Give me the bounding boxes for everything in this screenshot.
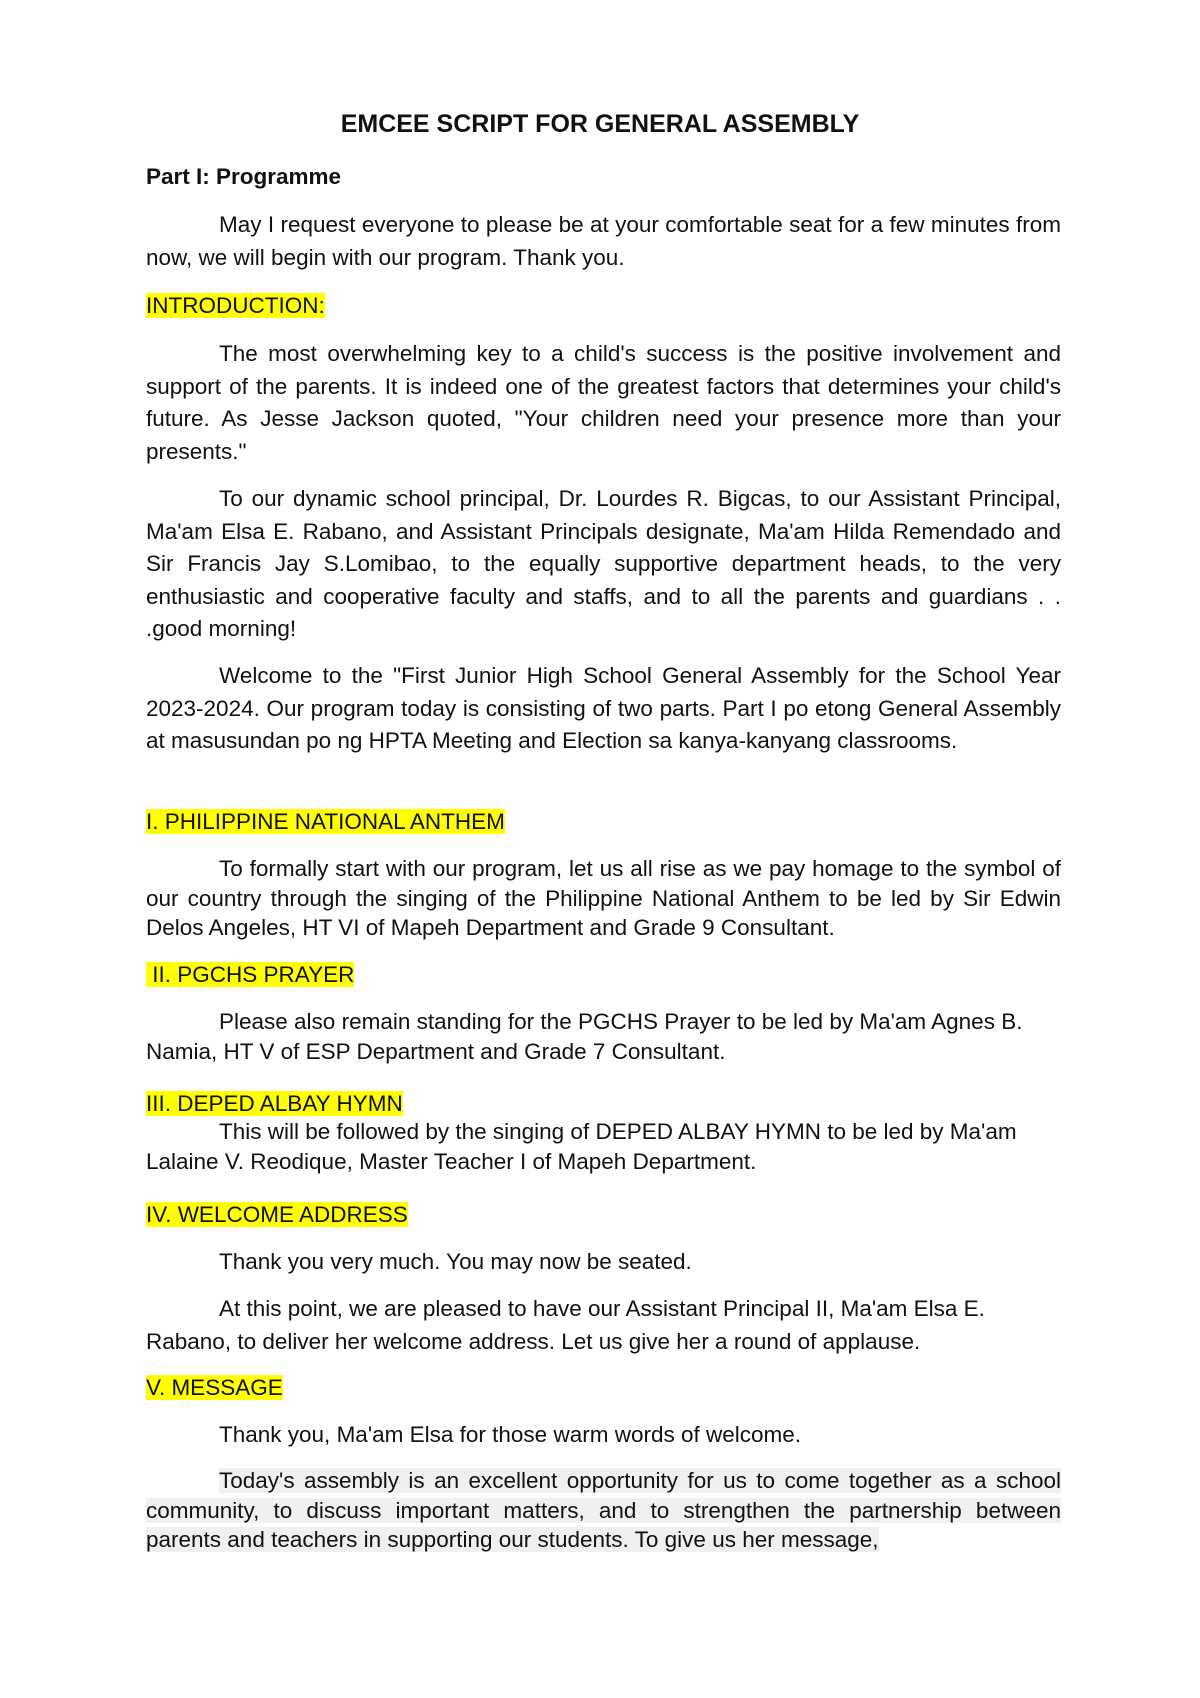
section-heading-anthem: I. PHILIPPINE NATIONAL ANTHEM bbox=[146, 809, 505, 834]
section-text-welcome-1: Thank you very much. You may now be seated. bbox=[219, 1249, 692, 1274]
introduction-paragraph-1: The most overwhelming key to a child's success is the positive involvement and support of the parents. It is indeed one of the greatest factors that determines your child's future. As Jesse Jackson quoted, "Your children need your presence more than your presents." bbox=[146, 341, 1061, 464]
section-heading-welcome: IV. WELCOME ADDRESS bbox=[146, 1202, 408, 1227]
introduction-paragraph-2: To our dynamic school principal, Dr. Lourdes R. Bigcas, to our Assistant Principal, Ma'am Elsa E. Rabano, and Assistant Principals designate, Ma'am Hilda Remendado and Sir Francis Jay S.Lomibao, to the equally supportive department heads, to the very enthusiastic and cooperative faculty and staffs, and to all the parents and guardians . . .good morning! bbox=[146, 486, 1061, 641]
section-heading-hymn: III. DEPED ALBAY HYMN bbox=[146, 1091, 403, 1116]
section-text-message-2: Today's assembly is an excellent opportunity for us to come together as a school community, to discuss important matters, and to strengthen the partnership between parents and teachers in supporting our students. To give us her message, bbox=[146, 1468, 1061, 1552]
section-text-message-1: Thank you, Ma'am Elsa for those warm words of welcome. bbox=[219, 1422, 802, 1447]
section-text-hymn: This will be followed by the singing of DEPED ALBAY HYMN to be led by Ma'am Lalaine V. Reodique, Master Teacher I of Mapeh Department. bbox=[146, 1119, 1017, 1174]
section-text-prayer: Please also remain standing for the PGCHS Prayer to be led by Ma'am Agnes B. Namia, HT V of ESP Department and Grade 7 Consultant. bbox=[146, 1009, 1023, 1064]
section-heading-prayer: II. PGCHS PRAYER bbox=[146, 962, 355, 987]
section-text-anthem: To formally start with our program, let us all rise as we pay homage to the symbol of our country through the singing of the Philippine National Anthem to be led by Sir Edwin Delos Angeles, HT VI of Mapeh Department and Grade 9 Consultant. bbox=[146, 856, 1061, 940]
introduction-paragraph-3: Welcome to the "First Junior High School General Assembly for the School Year 2023-2024. Our program today is consisting of two parts. Part I po etong General Assembly at masusundan po ng HPTA Meeting and Election sa kanya-kanyang classrooms. bbox=[146, 663, 1061, 753]
opening-request: May I request everyone to please be at your comfortable seat for a few minutes from now, we will begin with our program. Thank you. bbox=[146, 212, 1061, 270]
section-heading-message: V. MESSAGE bbox=[146, 1375, 283, 1400]
document-title: EMCEE SCRIPT FOR GENERAL ASSEMBLY bbox=[340, 110, 860, 138]
part-heading: Part I: Programme bbox=[146, 164, 342, 189]
introduction-heading: INTRODUCTION: bbox=[146, 293, 325, 318]
section-text-welcome-2: At this point, we are pleased to have our Assistant Principal II, Ma'am Elsa E. Rabano, to deliver her welcome address. Let us give her a round of applause. bbox=[146, 1296, 985, 1354]
